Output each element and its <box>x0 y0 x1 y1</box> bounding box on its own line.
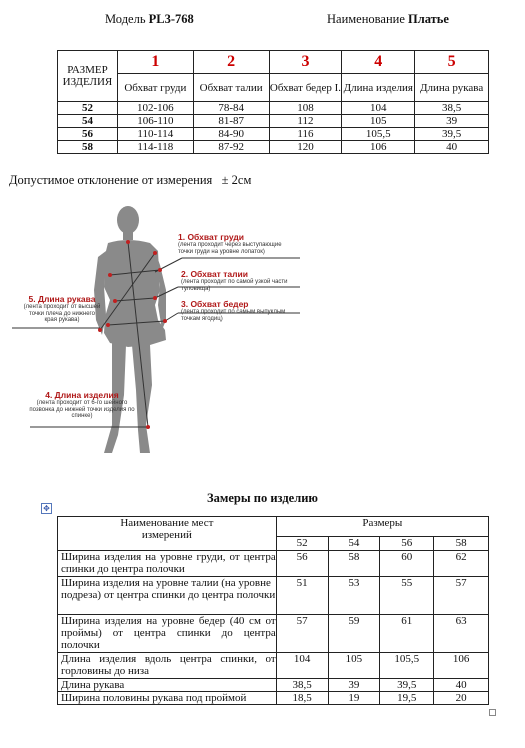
col-number: 4 <box>342 51 415 74</box>
value-cell: 58 <box>328 551 380 577</box>
value-cell: 105,5 <box>342 128 415 141</box>
product-table <box>57 516 489 705</box>
value-cell: 39,5 <box>380 679 434 692</box>
size-header: РАЗМЕР ИЗДЕЛИЯ <box>58 51 118 102</box>
model-line <box>105 12 194 27</box>
value-cell: 106-110 <box>117 115 193 128</box>
value-cell: 102-106 <box>117 102 193 115</box>
table-row <box>58 692 489 705</box>
size-cell: 52 <box>58 102 118 115</box>
value-cell: 38,5 <box>276 679 328 692</box>
col-number: 1 <box>117 51 193 74</box>
row-name: Длина рукава <box>58 679 277 692</box>
value-cell: 55 <box>380 577 434 615</box>
value-cell: 56 <box>276 551 328 577</box>
value-cell: 87-92 <box>193 141 269 154</box>
value-cell: 108 <box>269 102 342 115</box>
value-cell: 61 <box>380 615 434 653</box>
col-number: 3 <box>269 51 342 74</box>
col-header: Обхват бедер I. <box>269 74 342 102</box>
label-waist: 2. Обхват талии (лента проходит по самой узкой части туловища) <box>181 269 288 292</box>
value-cell: 38,5 <box>415 102 489 115</box>
size-table <box>57 50 489 154</box>
table-row <box>58 653 489 679</box>
size-col: 52 <box>276 537 328 551</box>
value-cell: 106 <box>342 141 415 154</box>
tolerance-note: Допустимое отклонение от измерения ± 2см <box>9 173 252 187</box>
product-table-title: Замеры по изделию <box>207 491 318 505</box>
size-cell: 56 <box>58 128 118 141</box>
value-cell: 51 <box>276 577 328 615</box>
value-cell: 20 <box>434 692 489 705</box>
table-row <box>58 102 489 115</box>
col-header: Длина рукава <box>415 74 489 102</box>
row-name: Длина изделия вдоль центра спинки, от горловины до низа <box>58 653 277 679</box>
label-sleeve: 5. Длина рукава (лента проходит от высшей точки плеча до нижнего края рукава) <box>23 294 101 323</box>
value-cell: 63 <box>434 615 489 653</box>
size-col: 54 <box>328 537 380 551</box>
value-cell: 57 <box>434 577 489 615</box>
value-cell: 53 <box>328 577 380 615</box>
value-cell: 106 <box>434 653 489 679</box>
col-header: Обхват груди <box>117 74 193 102</box>
value-cell: 104 <box>342 102 415 115</box>
table-row <box>58 577 489 615</box>
move-handle-icon[interactable]: ✥ <box>41 503 52 514</box>
value-cell: 40 <box>415 141 489 154</box>
value-cell: 110-114 <box>117 128 193 141</box>
label-length: 4. Длина изделия (лента проходит от 6-го шейного позвонка до нижней точки изделия по спинке) <box>29 390 135 419</box>
product-name-value: Платье <box>408 12 449 26</box>
row-name: Ширина изделия на уровне талии (на уровне подреза) от центра спинки до центра полочки <box>58 577 277 615</box>
col-header: Обхват талии <box>193 74 269 102</box>
value-cell: 39 <box>328 679 380 692</box>
table-row <box>58 615 489 653</box>
sizes-header: Размеры <box>276 517 488 537</box>
value-cell: 57 <box>276 615 328 653</box>
model-code: PL3-768 <box>148 12 194 26</box>
value-cell: 19 <box>328 692 380 705</box>
value-cell: 39 <box>415 115 489 128</box>
value-cell: 40 <box>434 679 489 692</box>
value-cell: 18,5 <box>276 692 328 705</box>
row-name: Ширина изделия на уровне бедер (40 см от проймы) от центра спинки до центра полочки <box>58 615 277 653</box>
table-row <box>58 128 489 141</box>
value-cell: 105 <box>328 653 380 679</box>
size-cell: 58 <box>58 141 118 154</box>
col-number: 5 <box>415 51 489 74</box>
value-cell: 116 <box>269 128 342 141</box>
value-cell: 105 <box>342 115 415 128</box>
table-row <box>58 141 489 154</box>
value-cell: 60 <box>380 551 434 577</box>
table-row <box>58 679 489 692</box>
product-name-prefix: Наименование <box>327 12 408 26</box>
table-row <box>58 115 489 128</box>
value-cell: 105,5 <box>380 653 434 679</box>
value-cell: 39,5 <box>415 128 489 141</box>
col-number: 2 <box>193 51 269 74</box>
value-cell: 59 <box>328 615 380 653</box>
row-name: Ширина половины рукава под проймой <box>58 692 277 705</box>
value-cell: 78-84 <box>193 102 269 115</box>
value-cell: 19,5 <box>380 692 434 705</box>
col-header: Длина изделия <box>342 74 415 102</box>
size-col: 56 <box>380 537 434 551</box>
size-cell: 54 <box>58 115 118 128</box>
row-name: Ширина изделия на уровне груди, от центра спинки до центра полочки <box>58 551 277 577</box>
size-col: 58 <box>434 537 489 551</box>
table-row <box>58 551 489 577</box>
value-cell: 114-118 <box>117 141 193 154</box>
value-cell: 104 <box>276 653 328 679</box>
value-cell: 112 <box>269 115 342 128</box>
name-header: Наименование мест измерений <box>58 517 277 551</box>
model-prefix: Модель <box>105 12 149 26</box>
label-bust: 1. Обхват груди (лента проходит через выступающие точки груди на уровне лопаток) <box>178 232 282 255</box>
resize-handle-icon[interactable] <box>489 709 496 716</box>
value-cell: 62 <box>434 551 489 577</box>
value-cell: 84-90 <box>193 128 269 141</box>
label-hips: 3. Обхват бедер (лента проходит по самым выпуклым точкам ягодиц) <box>181 299 286 322</box>
value-cell: 81-87 <box>193 115 269 128</box>
value-cell: 120 <box>269 141 342 154</box>
product-name-line <box>327 12 449 27</box>
